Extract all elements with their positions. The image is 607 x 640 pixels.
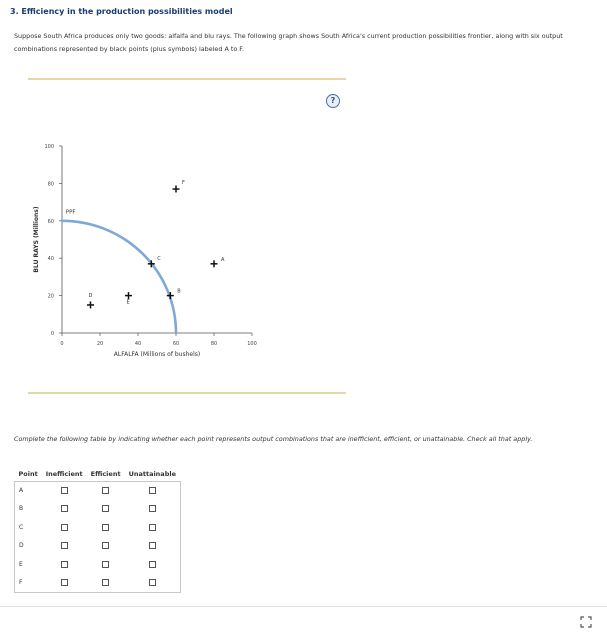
checkbox-cell	[87, 537, 125, 556]
checkbox-a-efficient[interactable]	[102, 487, 109, 494]
column-header-unattainable: Unattainable	[128, 469, 176, 478]
bottom-divider	[28, 392, 346, 394]
checkbox-b-inefficient[interactable]	[61, 505, 68, 512]
y-tick-label: 100	[44, 144, 54, 150]
checkbox-c-efficient[interactable]	[102, 524, 109, 531]
table-body	[15, 481, 181, 592]
column-header-efficient: Efficient	[90, 469, 121, 478]
checkbox-e-inefficient[interactable]	[61, 561, 68, 568]
checkbox-c-unattainable[interactable]	[149, 524, 156, 531]
y-tick-label: 60	[47, 218, 54, 225]
checkbox-b-unattainable[interactable]	[149, 505, 156, 512]
point-e	[125, 292, 132, 299]
point-f	[173, 186, 180, 193]
table-header-row	[15, 467, 181, 481]
checkbox-c-inefficient[interactable]	[61, 524, 68, 531]
graph-panel	[28, 84, 346, 388]
point-d	[87, 301, 94, 308]
x-tick-label: 20	[96, 341, 104, 347]
checkbox-f-efficient[interactable]	[102, 579, 109, 586]
point-cell: A	[19, 487, 24, 494]
ppf-chart	[28, 84, 346, 388]
y-tick-label: 40	[47, 256, 54, 263]
answer-table	[14, 467, 181, 593]
x-tick-label: 80	[210, 341, 218, 347]
checkbox-b-efficient[interactable]	[102, 505, 109, 512]
checkbox-cell	[42, 500, 87, 519]
point-label-a: A	[221, 256, 225, 263]
checkbox-cell	[87, 518, 125, 537]
x-tick-label: 60	[172, 341, 180, 347]
point-a	[211, 260, 218, 267]
ppf-curve	[62, 221, 176, 333]
table-row	[15, 555, 181, 574]
point-cell: F	[19, 579, 23, 586]
point-label-c: C	[157, 255, 161, 262]
checkbox-cell	[42, 481, 87, 500]
table-row	[15, 574, 181, 593]
checkbox-cell	[42, 555, 87, 574]
checkbox-cell	[125, 574, 180, 593]
checkbox-cell	[87, 500, 125, 519]
x-tick-label: 40	[134, 341, 142, 347]
checkbox-cell	[87, 481, 125, 500]
checkbox-cell	[42, 537, 87, 556]
table-row	[15, 537, 181, 556]
y-axis-label: BLU RAYS (Millions)	[33, 206, 40, 273]
column-header-inefficient: Inefficient	[45, 469, 83, 478]
checkbox-cell	[42, 518, 87, 537]
point-label-b: B	[177, 288, 181, 295]
checkbox-d-efficient[interactable]	[102, 542, 109, 549]
table-row	[15, 500, 181, 519]
point-cell: E	[19, 560, 23, 568]
table-row	[15, 481, 181, 500]
page-title: 3. Efficiency in the production possibilities model	[10, 7, 233, 16]
x-tick-label: 100	[247, 341, 257, 347]
checkbox-f-unattainable[interactable]	[149, 579, 156, 586]
point-label-f: F	[182, 180, 185, 187]
point-label-e: E	[126, 299, 130, 306]
top-divider	[28, 78, 346, 80]
checkbox-cell	[125, 555, 180, 574]
checkbox-cell	[87, 555, 125, 574]
point-label-d: D	[88, 292, 93, 299]
y-tick-label: 0	[50, 331, 54, 337]
point-cell: B	[19, 505, 24, 513]
checkbox-f-inefficient[interactable]	[61, 579, 68, 586]
point-cell: C	[19, 523, 24, 531]
point-cell: D	[19, 542, 24, 550]
footer-divider	[0, 606, 607, 607]
checkbox-cell	[125, 518, 180, 537]
intro-text: Suppose South Africa produces only two goods: alfalfa and blu rays. The following graph shows South Africa's current production possibilities frontier, along with six output combinations represented by black points (plus symbols) labeled A to F.	[14, 32, 563, 53]
table-instructions: Complete the following table by indicating whether each point represents output combinations that are inefficient, efficient, or unattainable. Check all that apply.	[14, 435, 533, 443]
checkbox-a-unattainable[interactable]	[149, 487, 156, 494]
checkbox-cell	[42, 574, 87, 593]
checkbox-e-efficient[interactable]	[102, 561, 109, 568]
y-tick-label: 20	[47, 293, 54, 300]
checkbox-e-unattainable[interactable]	[149, 561, 156, 568]
ppf-label: PPF	[65, 209, 76, 216]
checkbox-cell	[125, 537, 180, 556]
column-header-point: Point	[18, 469, 38, 478]
x-axis-label: ALFALFA (Millions of bushels)	[113, 351, 201, 358]
checkbox-a-inefficient[interactable]	[61, 487, 68, 494]
checkbox-d-inefficient[interactable]	[61, 542, 68, 549]
y-tick-label: 80	[47, 181, 54, 188]
x-tick-label: 0	[60, 341, 64, 347]
checkbox-d-unattainable[interactable]	[149, 542, 156, 549]
help-icon[interactable]: ?	[326, 94, 340, 108]
expand-icon[interactable]	[580, 616, 592, 628]
table-row	[15, 518, 181, 537]
checkbox-cell	[125, 481, 180, 500]
checkbox-cell	[87, 574, 125, 593]
checkbox-cell	[125, 500, 180, 519]
